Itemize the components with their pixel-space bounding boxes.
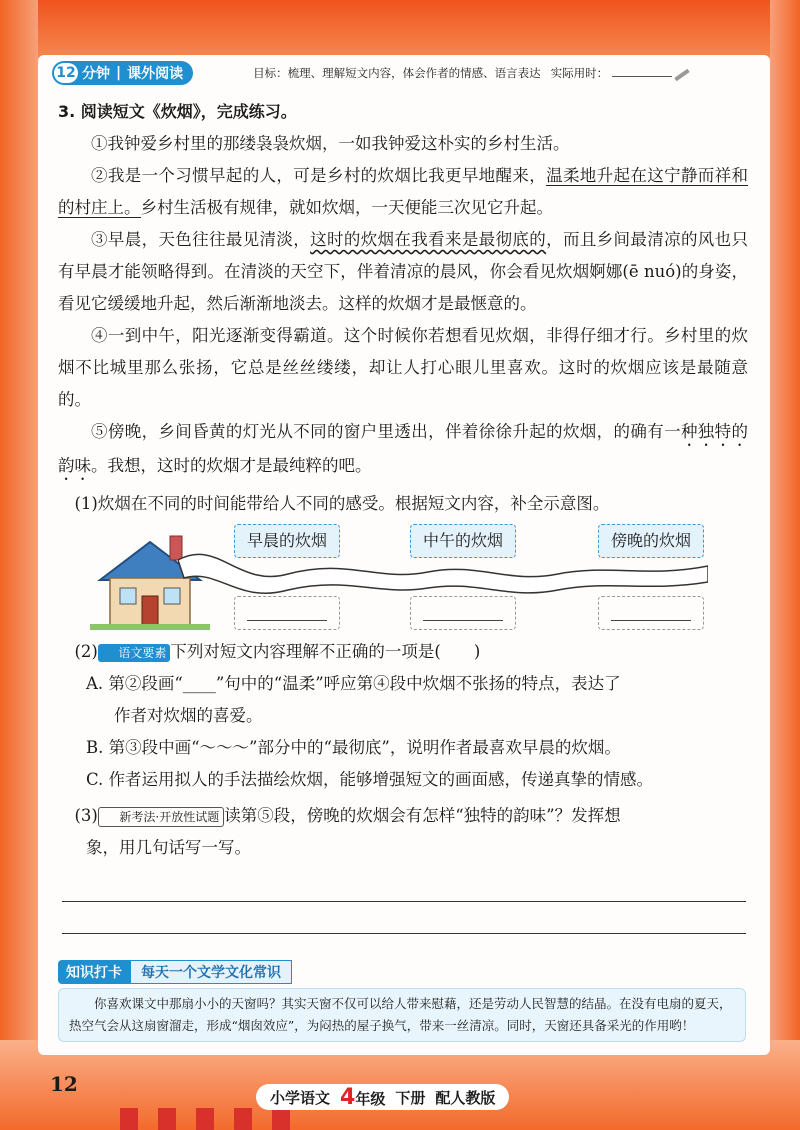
smoke-diagram bbox=[58, 524, 748, 632]
footer-subject: 小学语文 bbox=[270, 1088, 331, 1107]
paragraph-4: ④一到中午，阳光逐渐变得霸道。这个时候你若想看见炊烟，非得仔细才行。乡村里的炊烟不比城里那么张扬，它总是丝丝缕缕，却让人打心眼儿里喜欢。这时的炊烟应该是最随意的。 bbox=[58, 326, 748, 409]
underlined-sentence: 温柔地升起在这宁静而祥和的村庄上。 bbox=[58, 166, 749, 217]
option-c[interactable]: C. 作者运用拟人的手法描绘炊烟，能够增强短文的画面感，传递真挚的情感。 bbox=[86, 770, 654, 789]
pencil-icon bbox=[674, 69, 689, 81]
answer-blank-morning[interactable] bbox=[234, 596, 340, 630]
frame-left bbox=[0, 0, 38, 1130]
option-a[interactable]: A. 第②段画“____”句中的“温柔”呼应第④段中炊烟不张扬的特点，表达了 bbox=[86, 674, 621, 693]
paragraph-1: ①我钟爱乡村里的那缕袅袅炊烟，一如我钟爱这朴实的乡村生活。 bbox=[91, 134, 570, 153]
paragraph-3: ③早晨，天色往往最见清淡，这时的炊烟在我看来是最彻底的，而且乡间最清凉的风也只有早晨才能领略得到。在清淡的天空下，伴着清凉的晨风，你会看见炊烟婀娜(ē nuó)的身姿，看见它缓缓地升起，然后渐渐地淡去。这样的炊烟才是最惬意的。 bbox=[58, 230, 749, 313]
badge-title: 课外阅读 bbox=[127, 66, 184, 82]
footer-edition: 配人教版 bbox=[435, 1088, 496, 1107]
tag-open-question: 新考法·开放性试题 bbox=[98, 807, 224, 827]
wavy-underlined-phrase: 这时的炊烟在我看来是最彻底的 bbox=[310, 230, 547, 249]
option-a-cont: 作者对炊烟的喜爱。 bbox=[114, 706, 263, 725]
footer-term: 下册 bbox=[395, 1088, 426, 1107]
frame-right bbox=[770, 0, 800, 1130]
paragraph-2: ②我是一个习惯早起的人，可是乡村的炊烟比我更早地醒来，温柔地升起在这宁静而祥和的村庄上。乡村生活极有规律，就如炊烟，一天便能三次见它升起。 bbox=[58, 166, 749, 217]
learning-goal: 目标：梳理、理解短文内容，体会作者的情感、语言表达 bbox=[253, 66, 541, 80]
answer-lines[interactable] bbox=[62, 870, 746, 934]
footer-grade-num: 4 bbox=[340, 1084, 356, 1110]
card-tag: 知识打卡 bbox=[58, 960, 130, 984]
answer-blank-evening[interactable] bbox=[598, 596, 704, 630]
page-header bbox=[52, 60, 742, 86]
tag-language-element: 语文要素 bbox=[98, 644, 171, 662]
footer-banner bbox=[256, 1084, 509, 1110]
answer-line[interactable] bbox=[62, 870, 746, 902]
section-badge: 12 分钟 | 课外阅读 bbox=[52, 61, 193, 85]
box-evening: 傍晚的炊烟 bbox=[598, 524, 704, 558]
time-label: 实际用时： bbox=[550, 66, 609, 80]
sub-question-3-cont: 象，用几句话写一写。 bbox=[86, 838, 251, 857]
answer-line[interactable] bbox=[62, 902, 746, 934]
box-morning: 早晨的炊烟 bbox=[234, 524, 340, 558]
card-title: 每天一个文学文化常识 bbox=[130, 960, 292, 984]
paragraph-5: ⑤傍晚，乡间昏黄的灯光从不同的窗户里透出，伴着徐徐升起的炊烟，的确有一种独特的韵味。我想，这时的炊烟才是最纯粹的吧。 bbox=[58, 422, 749, 475]
page-number: 12 bbox=[50, 1072, 78, 1096]
time-blank[interactable] bbox=[612, 76, 672, 77]
sub-question-2: (2) 语文要素 下列对短文内容理解不正确的一项是( ) bbox=[74, 642, 481, 661]
sub-question-1: (1)炊烟在不同的时间能带给人不同的感受。根据短文内容，补全示意图。 bbox=[74, 494, 610, 513]
answer-blank-noon[interactable] bbox=[410, 596, 516, 630]
badge-unit: 分钟 bbox=[82, 66, 110, 82]
knowledge-card bbox=[58, 958, 746, 1056]
time-spent bbox=[551, 65, 691, 81]
option-b[interactable]: B. 第③段中画“～～～”部分中的“最彻底”，说明作者最喜欢早晨的炊烟。 bbox=[86, 738, 621, 757]
question-title: 3. 阅读短文《炊烟》，完成练习。 bbox=[58, 102, 297, 121]
badge-number: 12 bbox=[54, 63, 78, 83]
frame-top bbox=[0, 0, 800, 60]
box-noon: 中午的炊烟 bbox=[410, 524, 516, 558]
decorative-stripes bbox=[120, 1108, 290, 1130]
sub-question-3: (3) 新考法·开放性试题 读第⑤段，傍晚的炊烟会有怎样“独特的韵味”？发挥想 bbox=[74, 806, 621, 825]
card-body: 你喜欢课文中那扇小小的天窗吗？其实天窗不仅可以给人带来慰藉，还是劳动人民智慧的结晶。在没有电扇的夏天，热空气会从这扇窗溜走，形成“烟囱效应”，为闷热的屋子换气，带来一丝清凉。同时，天窗还具备采光的作用哟！ bbox=[58, 988, 746, 1042]
main-content bbox=[58, 96, 748, 864]
dotted-phrase: 种独特的韵味 bbox=[58, 422, 749, 475]
footer-grade: 年级 bbox=[355, 1089, 386, 1108]
